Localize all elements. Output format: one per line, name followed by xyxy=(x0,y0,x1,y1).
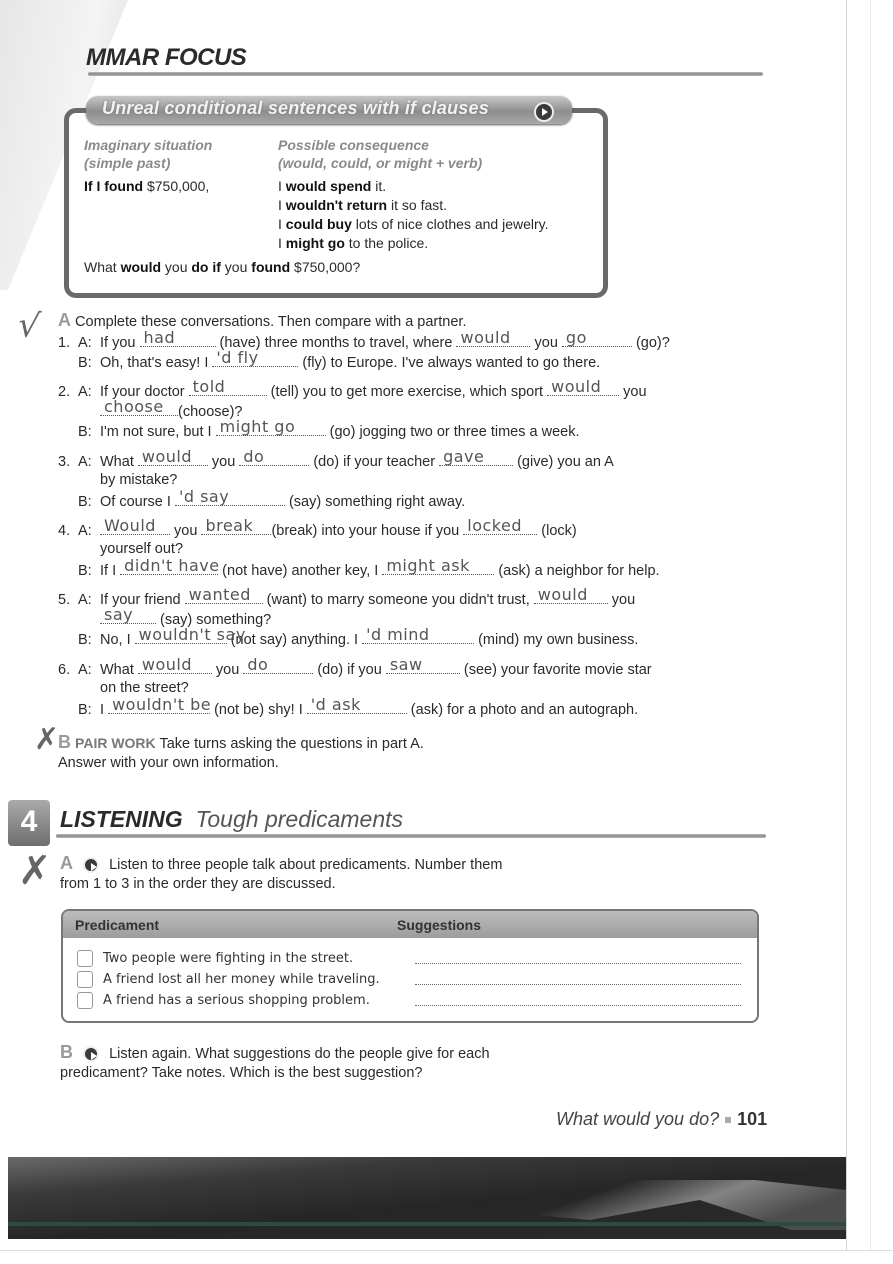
table-row xyxy=(77,992,370,1009)
handwritten-answer: wouldn't say xyxy=(138,625,246,645)
suggestion-answer-line[interactable] xyxy=(415,1005,741,1006)
q-text: you xyxy=(161,259,192,275)
exercise-letter: B xyxy=(60,1042,73,1062)
dialog-line xyxy=(58,417,647,441)
speaker-label: B: xyxy=(78,563,92,579)
speaker-label: B: xyxy=(78,493,92,510)
dialog-line xyxy=(58,397,647,421)
handwritten-answer: choose xyxy=(104,397,164,417)
handwritten-answer: might ask xyxy=(386,556,470,575)
answer-blank[interactable] xyxy=(382,556,494,575)
dialog-text: yourself out? xyxy=(100,541,184,557)
section-rule xyxy=(56,834,766,838)
separator-square xyxy=(725,1117,731,1123)
handwritten-answer: told xyxy=(192,377,226,397)
handwritten-answer: 'd mind xyxy=(366,625,430,645)
answer-blank[interactable] xyxy=(463,516,537,535)
consequence-list xyxy=(278,177,549,253)
answer-blank[interactable] xyxy=(534,585,608,605)
table-row xyxy=(77,950,353,967)
dialog-text: If your friend xyxy=(100,592,185,609)
pair-work-label: PAIR WORK xyxy=(75,735,156,751)
predicament-table xyxy=(61,909,759,1023)
handwritten-answer: do xyxy=(247,654,269,674)
consequence-line xyxy=(278,234,549,253)
consequence-line xyxy=(278,177,549,196)
listening-subtitle: Tough predicaments xyxy=(195,806,404,832)
handwritten-answer: would xyxy=(537,585,588,605)
dialog-text: What xyxy=(100,453,138,470)
example-bold: If I found xyxy=(84,178,144,194)
dialog-line xyxy=(58,471,614,491)
item-number: 1. xyxy=(58,335,71,351)
dialog-text: (not have) another key, I xyxy=(218,563,383,579)
exercise-b xyxy=(58,733,424,773)
speaker-label: A: xyxy=(78,384,92,401)
example-rest: $750,000, xyxy=(143,178,210,194)
answer-blank[interactable] xyxy=(138,446,208,466)
handwritten-answer: wouldn't be xyxy=(112,694,212,714)
dialog-text: (have) three months to travel, where xyxy=(215,335,457,351)
answer-blank[interactable] xyxy=(362,625,474,645)
dialog-line xyxy=(58,694,652,719)
item-number: 4. xyxy=(58,523,71,539)
cross-mark-icon: ✗ xyxy=(34,722,60,757)
predicament-text: A friend has a serious shopping problem. xyxy=(103,993,370,1008)
page-number: 101 xyxy=(737,1109,768,1129)
grammar-banner-title: Unreal conditional sentences with if clauses xyxy=(102,98,489,118)
dialog-text: (choose)? xyxy=(178,404,243,421)
consequence-bold: could buy xyxy=(285,216,352,232)
answer-blank[interactable] xyxy=(100,516,170,535)
dialog-line xyxy=(58,328,670,352)
consequence-rest: to the police. xyxy=(344,235,429,251)
speaker-label: A: xyxy=(78,592,92,609)
answer-blank[interactable] xyxy=(212,348,298,367)
listening-title: LISTENING xyxy=(60,806,183,832)
consequence-line xyxy=(278,196,549,215)
q-text: $750,000? xyxy=(290,259,361,275)
conversation-item xyxy=(58,377,647,441)
consequence-rest: it. xyxy=(371,178,387,194)
header-line: Imaginary situation xyxy=(84,137,213,153)
q-bold: would xyxy=(120,259,162,275)
handwritten-answer: would xyxy=(141,654,192,674)
dialog-line xyxy=(58,486,614,511)
page-bottom-edge xyxy=(0,1250,893,1251)
handwritten-answer: say xyxy=(104,605,134,625)
conversation-item xyxy=(58,585,639,649)
dialog-text: What xyxy=(100,661,138,678)
handwritten-answer: saw xyxy=(389,654,423,674)
answer-blank[interactable] xyxy=(189,377,267,397)
column-header-consequence xyxy=(278,136,482,172)
instruction-text: Listen again. What suggestions do the people give for each xyxy=(109,1046,490,1062)
answer-blank[interactable] xyxy=(547,377,619,397)
suggestion-answer-line[interactable] xyxy=(415,963,741,964)
column-header-suggestions: Suggestions xyxy=(397,917,482,933)
dialog-text: (say) something right away. xyxy=(284,493,466,510)
answer-blank[interactable] xyxy=(439,446,513,466)
handwritten-answer: go xyxy=(565,328,587,347)
handwritten-answer: do xyxy=(243,446,265,466)
dialog-text: by mistake? xyxy=(100,471,178,488)
exercise-letter: A xyxy=(60,853,73,873)
answer-blank[interactable] xyxy=(100,605,156,625)
example-if-clause xyxy=(84,177,209,196)
audio-play-icon[interactable] xyxy=(534,102,554,122)
instruction-text: Answer with your own information. xyxy=(58,755,279,771)
item-number: 2. xyxy=(58,384,71,401)
answer-blank[interactable] xyxy=(216,417,326,437)
exercise-letter: B xyxy=(58,732,71,752)
consequence-bold: would spend xyxy=(285,178,372,194)
handwritten-answer: 'd ask xyxy=(310,694,361,714)
instruction-text: predicament? Take notes. Which is the best suggestion? xyxy=(60,1065,423,1081)
item-number: 6. xyxy=(58,661,71,678)
dialog-text: (mind) my own business. xyxy=(474,632,639,649)
dialog-text: (tell) you to get more exercise, which sport xyxy=(266,384,548,401)
number-checkbox[interactable] xyxy=(77,971,93,988)
handwritten-answer: break xyxy=(205,516,254,535)
section-title-listening xyxy=(60,806,403,833)
page-footer xyxy=(556,1109,767,1130)
dialog-text: (ask) for a photo and an autograph. xyxy=(406,701,639,718)
handwritten-answer: would xyxy=(141,446,192,466)
handwritten-answer: would xyxy=(551,377,602,397)
speaker-label: A: xyxy=(78,453,92,470)
consequence-bold: might go xyxy=(285,235,345,251)
consequence-rest: lots of nice clothes and jewelry. xyxy=(351,216,549,232)
consequence-bold: wouldn't return xyxy=(285,197,388,213)
section-title-grammar-focus: MMAR FOCUS xyxy=(86,44,247,71)
column-header-predicament: Predicament xyxy=(75,917,160,933)
answer-blank[interactable] xyxy=(100,397,178,417)
handwritten-answer: would xyxy=(460,328,511,347)
listening-part-a xyxy=(60,854,502,894)
handwritten-answer: 'd say xyxy=(178,486,230,506)
dialog-line xyxy=(58,654,652,679)
q-text: What xyxy=(84,259,121,275)
checkmark-icon: √ xyxy=(15,304,43,348)
instruction-text: Listen to three people talk about predicaments. Number them xyxy=(109,857,503,873)
grammar-question xyxy=(84,258,360,277)
dialog-text: If I xyxy=(100,563,121,579)
predicament-text: Two people were fighting in the street. xyxy=(103,951,354,966)
dialog-text: (do) if your teacher xyxy=(309,453,440,470)
section-number-badge: 4 xyxy=(8,800,50,846)
dialog-text: I xyxy=(100,701,109,718)
answer-blank[interactable] xyxy=(386,654,460,674)
speaker-label: A: xyxy=(78,523,92,539)
conversation-item xyxy=(58,446,614,511)
conversation-item xyxy=(58,516,660,580)
audio-play-icon[interactable] xyxy=(83,857,99,873)
header-line: (simple past) xyxy=(84,155,171,171)
audio-play-icon[interactable] xyxy=(83,1046,99,1062)
answer-blank[interactable] xyxy=(185,585,263,605)
answer-blank[interactable] xyxy=(140,328,216,347)
handwritten-answer: 'd fly xyxy=(216,348,259,367)
dialog-text: (go) jogging two or three times a week. xyxy=(325,424,580,441)
answer-blank[interactable] xyxy=(120,556,220,575)
answer-blank[interactable] xyxy=(201,516,271,535)
unit-title: What would you do? xyxy=(556,1109,720,1129)
dialog-text: you xyxy=(607,592,636,609)
answer-blank[interactable] xyxy=(239,446,309,466)
consequence-pre: I xyxy=(278,216,286,232)
exercise-letter: A xyxy=(58,310,71,330)
table-header xyxy=(63,911,757,938)
q-bold: do if xyxy=(191,259,221,275)
dialog-text: (give) you an A xyxy=(513,453,614,470)
conversation-item xyxy=(58,328,670,372)
handwritten-answer: wanted xyxy=(188,585,251,605)
dialog-text: (ask) a neighbor for help. xyxy=(494,563,660,579)
dialog-text: you xyxy=(170,523,202,539)
predicament-text: A friend lost all her money while traveling. xyxy=(103,972,380,987)
dialog-text: you xyxy=(530,335,562,351)
dialog-text: (break) into your house if you xyxy=(271,523,464,539)
listening-part-b xyxy=(60,1043,490,1083)
instruction-text: from 1 to 3 in the order they are discussed. xyxy=(60,876,336,892)
dialog-line xyxy=(58,625,639,649)
consequence-rest: it so fast. xyxy=(387,197,448,213)
conversation-item xyxy=(58,654,652,719)
dialog-line xyxy=(58,446,614,471)
dialog-line xyxy=(58,556,660,580)
dialog-text: Of course I xyxy=(100,493,175,510)
page-edge-line xyxy=(870,0,871,1250)
speaker-label: B: xyxy=(78,632,92,649)
speaker-label: B: xyxy=(78,424,92,441)
dialog-line xyxy=(58,348,670,372)
dialog-text: I'm not sure, but I xyxy=(100,424,216,441)
dialog-text: (fly) to Europe. I've always wanted to go there. xyxy=(298,355,601,371)
instruction-text: Complete these conversations. Then compare with a partner. xyxy=(75,314,467,330)
dialog-text: If you xyxy=(100,335,140,351)
consequence-line xyxy=(278,215,549,234)
dialog-line xyxy=(58,516,660,540)
answer-blank[interactable] xyxy=(138,654,212,674)
number-checkbox[interactable] xyxy=(77,992,93,1009)
dialog-text: Oh, that's easy! I xyxy=(100,355,213,371)
column-header-imaginary xyxy=(84,136,212,172)
handwritten-answer: might go xyxy=(219,417,296,437)
dialog-text: (want) to marry someone you didn't trust, xyxy=(262,592,534,609)
dialog-line xyxy=(58,585,638,609)
dialog-text: No, I xyxy=(100,632,135,649)
dialog-text: (do) if you xyxy=(313,661,386,678)
cross-mark-icon: ✗ xyxy=(18,848,52,894)
dialog-text: you xyxy=(619,384,647,401)
speaker-label: B: xyxy=(78,701,92,718)
handwritten-answer: had xyxy=(143,328,176,347)
q-text: you xyxy=(220,259,252,275)
dialog-text: (see) your favorite movie star xyxy=(459,661,652,678)
dialog-text: you xyxy=(207,453,240,470)
header-line: (would, could, or might + verb) xyxy=(278,155,483,171)
item-number: 5. xyxy=(58,592,71,609)
answer-blank[interactable] xyxy=(456,328,530,347)
instruction-text: Take turns asking the questions in part A. xyxy=(159,736,424,752)
number-checkbox[interactable] xyxy=(77,950,93,967)
consequence-pre: I xyxy=(278,197,286,213)
decorative-footer-stripe xyxy=(8,1222,846,1226)
answer-blank[interactable] xyxy=(135,625,246,645)
handwritten-answer: gave xyxy=(443,446,485,466)
consequence-pre: I xyxy=(278,235,286,251)
dialog-text: (go)? xyxy=(631,335,670,351)
consequence-pre: I xyxy=(278,178,286,194)
suggestion-answer-line[interactable] xyxy=(415,984,741,985)
dialog-text: If your doctor xyxy=(100,384,189,401)
dialog-text: you xyxy=(211,661,244,678)
exercise-a-instruction xyxy=(58,311,466,332)
handwritten-answer: locked xyxy=(467,516,522,535)
dialog-text: (not say) anything. I xyxy=(226,632,363,649)
answer-blank[interactable] xyxy=(243,654,313,674)
dialog-text: (say) something? xyxy=(156,612,272,629)
handwritten-answer: didn't have xyxy=(124,556,220,575)
page-edge-line xyxy=(846,0,847,1250)
speaker-label: A: xyxy=(78,335,92,351)
speaker-label: B: xyxy=(78,355,92,371)
section-rule xyxy=(88,72,763,76)
answer-blank[interactable] xyxy=(175,486,285,506)
q-bold: found xyxy=(251,259,291,275)
handwritten-answer: Would xyxy=(104,516,156,535)
table-row xyxy=(77,971,380,988)
header-line: Possible consequence xyxy=(278,137,429,153)
dialog-text: on the street? xyxy=(100,679,189,696)
answer-blank[interactable] xyxy=(307,694,407,714)
dialog-text: (lock) xyxy=(537,523,577,539)
speaker-label: A: xyxy=(78,661,92,678)
answer-blank[interactable] xyxy=(562,328,632,347)
answer-blank[interactable] xyxy=(108,694,212,714)
dialog-text: (not be) shy! I xyxy=(210,701,307,718)
item-number: 3. xyxy=(58,453,71,470)
